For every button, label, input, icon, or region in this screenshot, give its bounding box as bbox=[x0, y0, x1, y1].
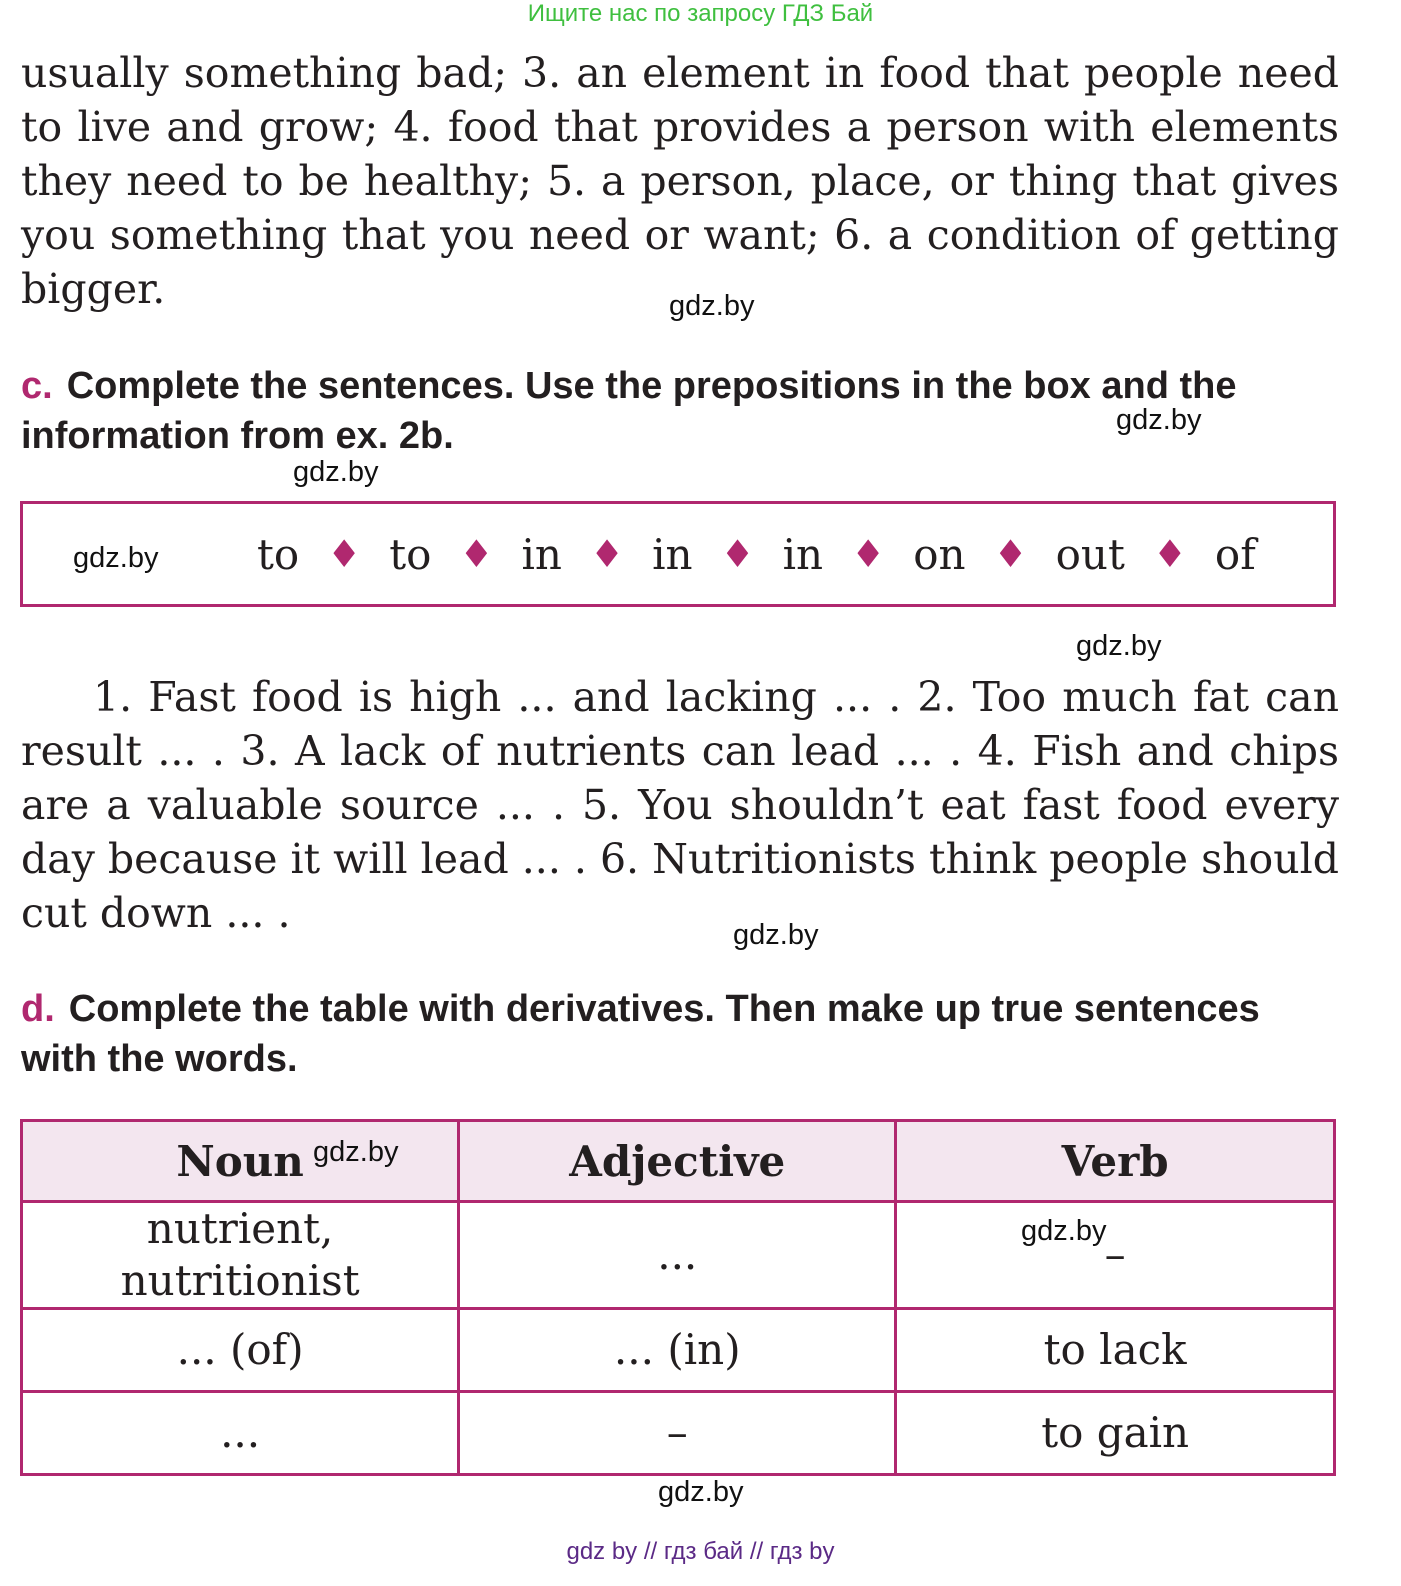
preposition-word: of bbox=[1214, 529, 1256, 579]
task-d-instruction: Complete the table with derivatives. Then make up true sentences with the words. bbox=[21, 988, 1260, 1080]
footer-links: gdz by // гдз бай // гдз by bbox=[566, 1538, 835, 1565]
table-cell-text: nutrient, nutritionist bbox=[120, 1204, 360, 1305]
top-banner: Ищите нас по запросу ГДЗ Бай bbox=[527, 0, 874, 27]
table-row bbox=[22, 1202, 1335, 1309]
table-cell: to gain bbox=[896, 1392, 1335, 1475]
watermark: gdz.by bbox=[669, 290, 755, 322]
table-cell: ... (in) bbox=[459, 1309, 896, 1392]
table-row bbox=[22, 1309, 1335, 1392]
table-cell: to lack bbox=[896, 1309, 1335, 1392]
preposition-word: to bbox=[389, 529, 432, 579]
task-c-instruction: Complete the sentences. Use the prepositions in the box and the information from ex. 2b. bbox=[21, 365, 1237, 457]
table-cell: ... (of) bbox=[22, 1309, 459, 1392]
table-header-row bbox=[22, 1121, 1335, 1202]
diamond-separator-icon: ♦ bbox=[589, 532, 625, 576]
diamond-separator-icon: ♦ bbox=[720, 532, 755, 576]
watermark: gdz.by bbox=[733, 919, 819, 951]
watermark: gdz.by bbox=[313, 1136, 399, 1168]
task-d-letter: d. bbox=[21, 988, 55, 1030]
preposition-word: out bbox=[1055, 529, 1125, 579]
diamond-separator-icon: ♦ bbox=[851, 532, 886, 576]
preposition-word: to bbox=[257, 529, 300, 579]
watermark: gdz.by bbox=[73, 542, 159, 574]
task-c-sentences: 1. Fast food is high ... and lacking ... . 2. Too much fat can result ... . 3. A lack of nutrients can lead ... . 4. Fish and chips are a valuable source ... . 5. You shouldn’t eat fast food every day because it will lead ... . 6. Nutritionists think people should cut down ... . bbox=[21, 673, 1339, 937]
table-cell: ... bbox=[459, 1202, 896, 1309]
watermark: gdz.by bbox=[658, 1476, 744, 1508]
watermark: gdz.by bbox=[1021, 1215, 1107, 1247]
diamond-separator-icon: ♦ bbox=[459, 532, 494, 576]
table-row bbox=[22, 1392, 1335, 1475]
preposition-word: on bbox=[913, 529, 966, 579]
definitions-paragraph: usually something bad; 3. an element in food that people need to live and grow; 4. food that provides a person with elements they need to be healthy; 5. a person, place, or thing that gives you something that you need or want; 6. a condition of getting bigger. bbox=[21, 49, 1339, 313]
task-c-letter: c. bbox=[21, 365, 53, 407]
preposition-word: in bbox=[521, 529, 562, 579]
table-cell: – bbox=[459, 1392, 896, 1475]
table-cell bbox=[22, 1202, 459, 1309]
diamond-separator-icon: ♦ bbox=[1152, 532, 1187, 576]
watermark: gdz.by bbox=[1116, 404, 1202, 436]
watermark: gdz.by bbox=[293, 456, 379, 488]
preposition-box bbox=[20, 501, 1336, 607]
table-header-cell: Verb bbox=[896, 1121, 1335, 1202]
table-cell: – bbox=[896, 1202, 1335, 1309]
diamond-separator-icon: ♦ bbox=[327, 532, 362, 576]
task-d-heading bbox=[21, 984, 1341, 1084]
watermark: gdz.by bbox=[1076, 630, 1162, 662]
table-header-cell: Adjective bbox=[459, 1121, 896, 1202]
table-header-cell: Noun bbox=[22, 1121, 459, 1202]
derivatives-table bbox=[20, 1119, 1336, 1476]
table-cell: ... bbox=[22, 1392, 459, 1475]
preposition-word: in bbox=[652, 529, 693, 579]
preposition-word: in bbox=[782, 529, 824, 579]
diamond-separator-icon: ♦ bbox=[993, 532, 1028, 576]
preposition-list bbox=[243, 504, 1270, 604]
